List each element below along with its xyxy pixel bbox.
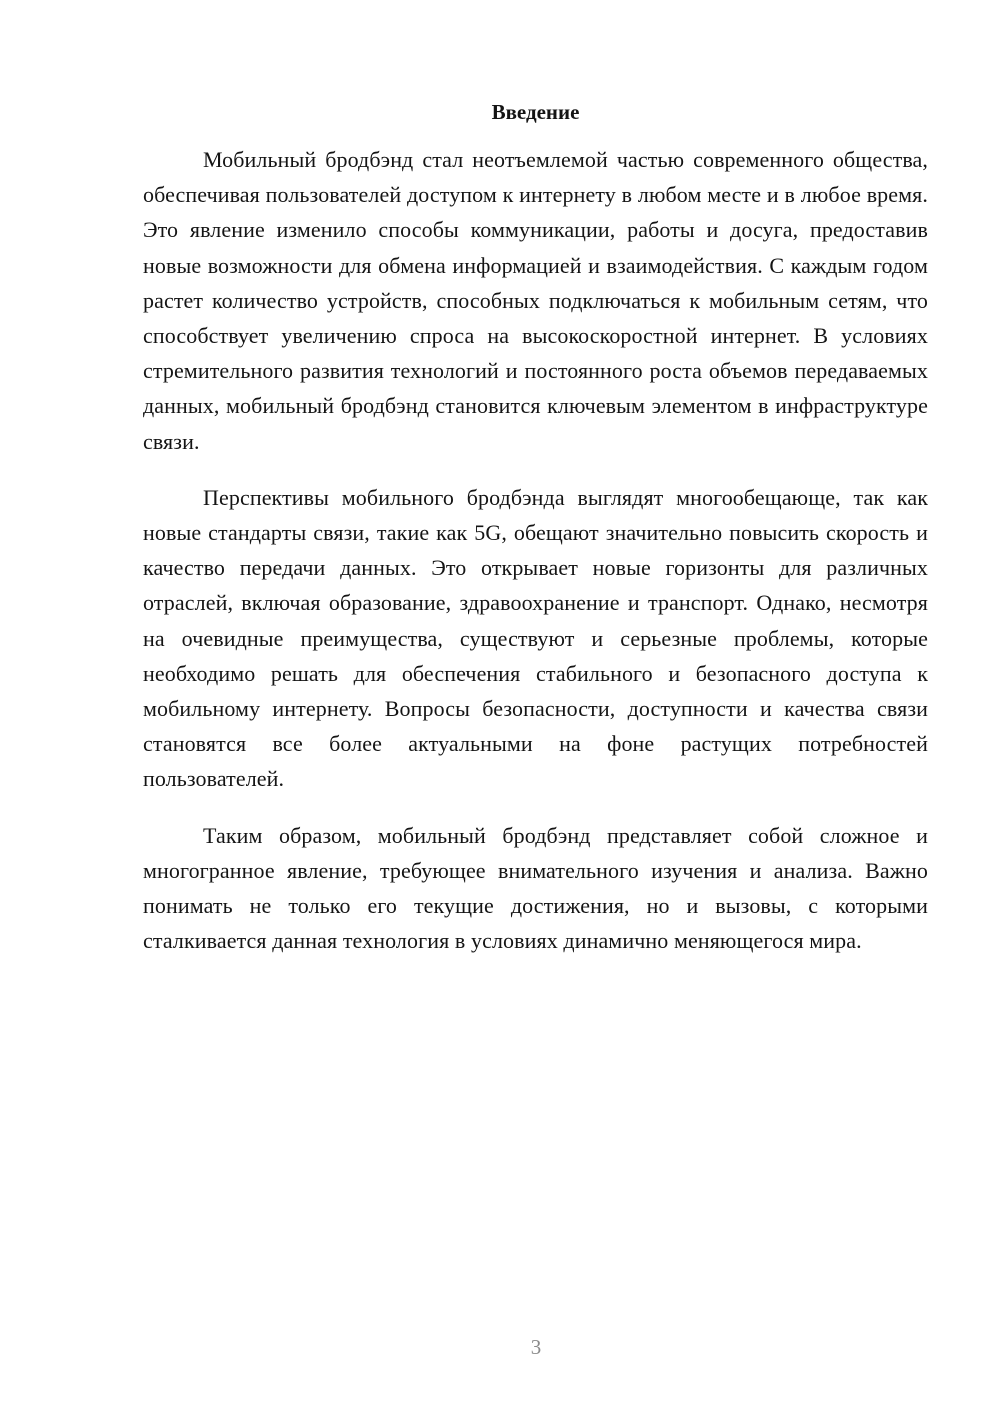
page-number: 3 xyxy=(530,1335,542,1359)
paragraph-prospects: Перспективы мобильного бродбэнда выглядят многообещающе, так как новые стандарты связи, такие как 5G, обещают значительно повысить скорость и качество передачи данных. Это открывает новые горизонты для различных отраслей, включая образование, здравоохранение и транспорт. Однако, несмотря на очевидные преимущества, существуют и серьезные проблемы, которые необходимо решать для обеспечения стабильного и безопасного доступа к мобильному интернету. Вопросы безопасности, доступности и качества связи становятся все более актуальными на фоне растущих потребностей пользователей. xyxy=(143,484,928,792)
document-body xyxy=(143,142,928,979)
paragraph-intro: Мобильный бродбэнд стал неотъемлемой частью современного общества, обеспечивая пользователей доступом к интернету в любом месте и в любое время. Это явление изменило способы коммуникации, работы и досуга, предоставив новые возможности для обмена информацией и взаимодействия. С каждым годом растет количество устройств, способных подключаться к мобильным сетям, что способствует увеличению спроса на высокоскоростной интернет. В условиях стремительного развития технологий и постоянного роста объемов передаваемых данных, мобильный бродбэнд становится ключевым элементом в инфраструктуре связи. xyxy=(143,147,928,454)
paragraph-conclusion: Таким образом, мобильный бродбэнд представляет собой сложное и многогранное явление, требующее внимательного изучения и анализа. Важно понимать не только его текущие достижения, но и вызовы, с которыми сталкивается данная технология в условиях динамично меняющегося мира. xyxy=(143,822,928,954)
section-title: Введение xyxy=(491,100,580,124)
